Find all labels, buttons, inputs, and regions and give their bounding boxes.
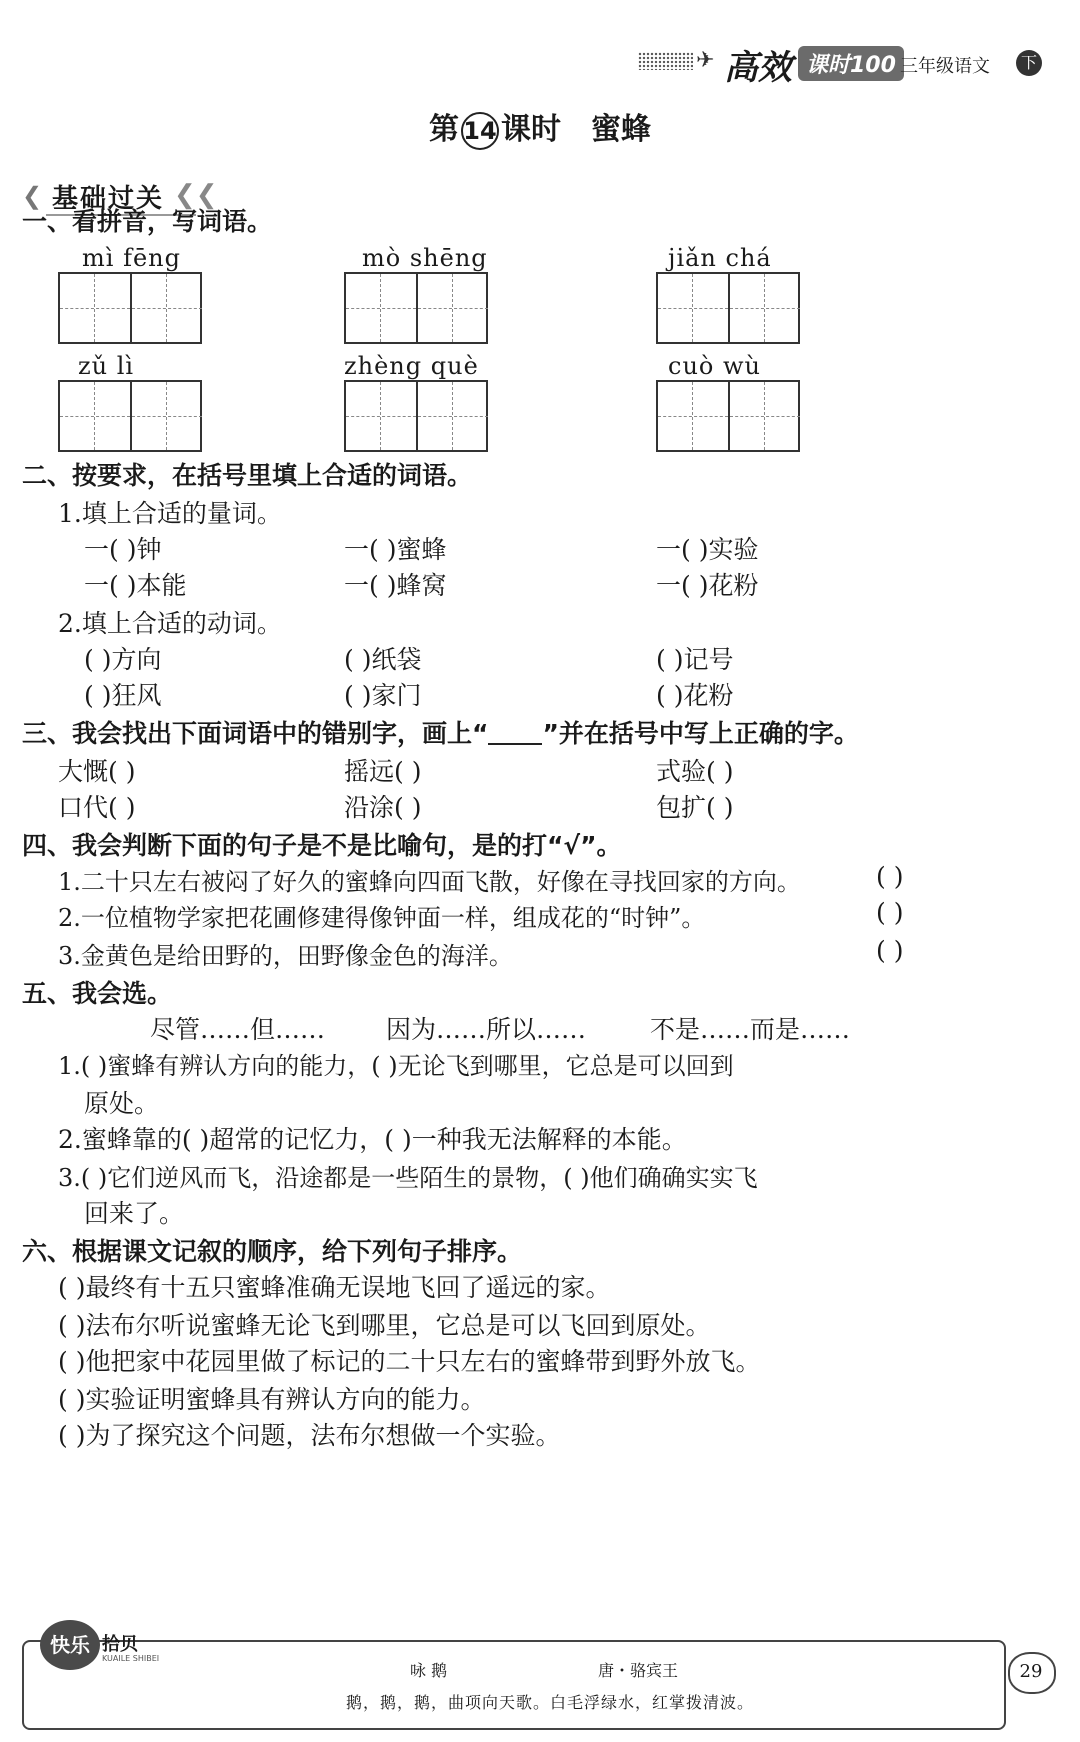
measure-blank-2[interactable]: 一( )蜜蜂	[344, 535, 447, 564]
brand-title: 高效	[724, 48, 792, 88]
section-3-heading-b: ”并在括号中写上正确的字。	[542, 719, 859, 748]
lesson-number: 14	[461, 112, 499, 150]
judge-paren-3[interactable]: ( )	[876, 936, 904, 965]
verb-blank-3[interactable]: ( )记号	[656, 645, 734, 674]
writing-grid-1[interactable]	[58, 272, 202, 344]
volume-badge: 下	[1016, 50, 1042, 76]
typo-item-3[interactable]: 式验( )	[656, 757, 734, 786]
judge-paren-1[interactable]: ( )	[876, 862, 904, 891]
writing-grid-3[interactable]	[656, 272, 800, 344]
measure-blank-1[interactable]: 一( )钟	[84, 535, 162, 564]
verb-blank-4[interactable]: ( )狂风	[84, 681, 162, 710]
book-header	[638, 36, 1058, 86]
typo-item-5[interactable]: 沿涂( )	[344, 793, 422, 822]
choose-item-3-cont: 回来了。	[84, 1199, 185, 1228]
measure-blank-5[interactable]: 一( )蜂窝	[344, 571, 447, 600]
section-3-heading-a: 三、我会找出下面词语中的错别字，画上“	[22, 719, 489, 748]
pinyin-6: cuò wù	[668, 352, 761, 380]
pinyin-1: mì fēng	[82, 244, 181, 272]
measure-blank-3[interactable]: 一( )实验	[656, 535, 759, 564]
section-5-heading: 五、我会选。	[22, 979, 173, 1008]
option-3: 不是……而是……	[650, 1015, 851, 1044]
page-number-text: 29	[1019, 1661, 1043, 1682]
typo-item-2[interactable]: 摇远( )	[344, 757, 422, 786]
left-chevron-icon: ❮	[22, 182, 43, 210]
typo-item-6[interactable]: 包扩( )	[656, 793, 734, 822]
pinyin-5: zhèng què	[344, 352, 479, 380]
section-4-heading: 四、我会判断下面的句子是不是比喻句，是的打“√”。	[22, 831, 622, 860]
poem-author: 唐・骆宾王	[598, 1661, 679, 1680]
order-item-4[interactable]: ( )实验证明蜜蜂具有辨认方向的能力。	[58, 1385, 486, 1414]
shells-label: 拾贝	[102, 1634, 138, 1655]
writing-grid-6[interactable]	[656, 380, 800, 452]
sub-2-label: 2.填上合适的动词。	[58, 609, 282, 638]
right-chevron-icon: ❮❮	[174, 180, 218, 210]
writing-grid-5[interactable]	[344, 380, 488, 452]
lesson-prefix: 第	[429, 112, 459, 147]
grade-label: 三年级语文	[900, 56, 990, 77]
pinyin-3: jiǎn chá	[668, 244, 772, 272]
pinyin-2: mò shēng	[362, 244, 488, 272]
verb-blank-2[interactable]: ( )纸袋	[344, 645, 422, 674]
order-item-3[interactable]: ( )他把家中花园里做了标记的二十只左右的蜜蜂带到野外放飞。	[58, 1347, 761, 1376]
section-3-heading	[22, 714, 859, 750]
underline-sample	[488, 725, 542, 745]
poem-box	[22, 1640, 1006, 1730]
choose-item-1[interactable]: 1.( )蜜蜂有辨认方向的能力，( )无论飞到哪里，它总是可以回到	[58, 1052, 734, 1080]
order-item-1[interactable]: ( )最终有十五只蜜蜂准确无误地飞回了遥远的家。	[58, 1273, 611, 1302]
section-6-heading: 六、根据课文记叙的顺序，给下列句子排序。	[22, 1237, 523, 1266]
verb-blank-5[interactable]: ( )家门	[344, 681, 422, 710]
judge-item-2: 2.一位植物学家把花圃修建得像钟面一样，组成花的“时钟”。	[58, 904, 706, 932]
option-2: 因为……所以……	[386, 1015, 587, 1044]
option-1: 尽管……但……	[150, 1015, 326, 1044]
poem-title: 咏 鹅	[410, 1661, 448, 1680]
typo-item-1[interactable]: 大慨( )	[58, 757, 136, 786]
choose-item-2[interactable]: 2.蜜蜂靠的( )超常的记忆力，( )一种我无法解释的本能。	[58, 1125, 687, 1154]
verb-blank-6[interactable]: ( )花粉	[656, 681, 734, 710]
page-number	[1008, 1652, 1054, 1692]
writing-grid-4[interactable]	[58, 380, 202, 452]
sub-1-label: 1.填上合适的量词。	[58, 499, 282, 528]
order-item-5[interactable]: ( )为了探究这个问题，法布尔想做一个实验。	[58, 1421, 561, 1450]
measure-blank-6[interactable]: 一( )花粉	[656, 571, 759, 600]
judge-paren-2[interactable]: ( )	[876, 898, 904, 927]
judge-item-3: 3.金黄色是给田野的，田野像金色的海洋。	[58, 942, 513, 970]
badge-pinyin: KUAILE SHIBEI	[102, 1654, 160, 1663]
measure-blank-4[interactable]: 一( )本能	[84, 571, 187, 600]
pinyin-4: zǔ lì	[78, 352, 135, 380]
banner-text: 基础过关	[52, 184, 165, 214]
section-1-heading: 一、看拼音，写词语。	[22, 207, 273, 236]
series-badge: 课时100	[798, 46, 904, 81]
writing-grid-2[interactable]	[344, 272, 488, 344]
typo-item-4[interactable]: 口代( )	[58, 793, 136, 822]
lesson-name: 蜜蜂	[591, 112, 651, 147]
choose-item-3[interactable]: 3.( )它们逆风而飞，沿途都是一些陌生的景物，( )他们确确实实飞	[58, 1164, 758, 1192]
plane-icon: ✈	[696, 48, 715, 73]
poem-text: 鹅，鹅，鹅，曲项向天歌。白毛浮绿水，红掌拨清波。	[346, 1693, 755, 1712]
dots-decoration	[638, 52, 693, 70]
judge-item-1: 1.二十只左右被闷了好久的蜜蜂向四面飞散，好像在寻找回家的方向。	[58, 868, 801, 896]
lesson-suffix: 课时	[501, 112, 561, 147]
verb-blank-1[interactable]: ( )方向	[84, 645, 162, 674]
choose-item-1-cont: 原处。	[84, 1089, 160, 1118]
section-2-heading: 二、按要求，在括号里填上合适的词语。	[22, 461, 473, 490]
happy-badge: 快乐	[40, 1620, 100, 1670]
order-item-2[interactable]: ( )法布尔听说蜜蜂无论飞到哪里，它总是可以飞回到原处。	[58, 1311, 711, 1340]
lesson-title	[0, 104, 1080, 150]
